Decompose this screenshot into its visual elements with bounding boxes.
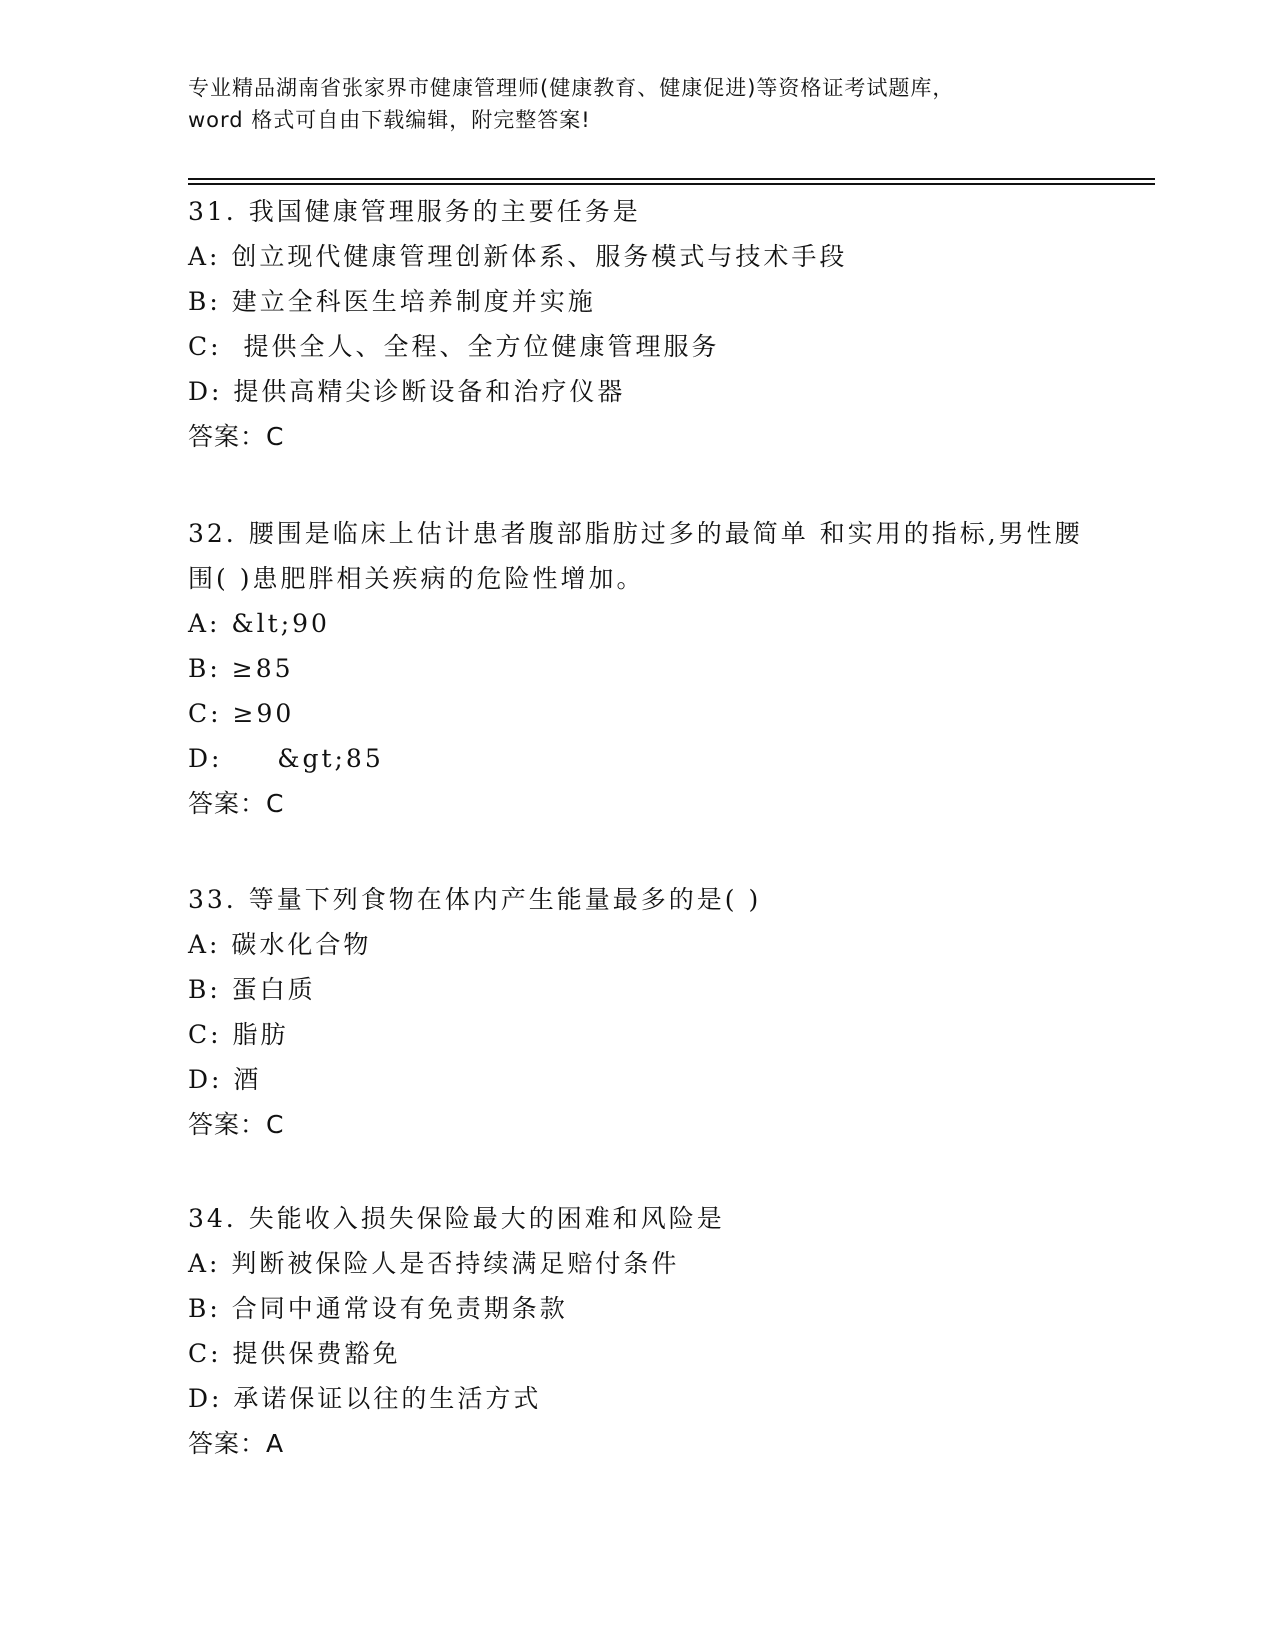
option-c: C: ≥90 <box>188 699 295 728</box>
option-d: D: 承诺保证以往的生活方式 <box>188 1384 542 1413</box>
question-number: 34. <box>188 1204 237 1233</box>
option-a: A: 创立现代健康管理创新体系、服务模式与技术手段 <box>188 242 848 271</box>
option-b: B: ≥85 <box>188 654 294 683</box>
header-divider-top <box>188 178 1155 180</box>
question-32 <box>188 511 1088 826</box>
answer: 答案：C <box>188 422 285 451</box>
question-text: 我国健康管理服务的主要任务是 <box>248 197 641 226</box>
question-34 <box>188 1196 1088 1466</box>
option-a: A: &lt;90 <box>188 609 330 638</box>
question-stem <box>188 877 1088 922</box>
header-line-2: word 格式可自由下载编辑，附完整答案! <box>188 108 591 132</box>
question-number: 31. <box>188 197 237 226</box>
option-c: C: 提供保费豁免 <box>188 1339 401 1368</box>
question-number: 33. <box>188 885 237 914</box>
option-d: D: 酒 <box>188 1065 262 1094</box>
question-text: 腰围是临床上估计患者腹部脂肪过多的最简单 和实用的指标,男性腰围( )患肥胖相关疾病的危险性增加。 <box>188 519 1083 593</box>
option-a: A: 碳水化合物 <box>188 930 372 959</box>
option-b: B: 建立全科医生培养制度并实施 <box>188 287 596 316</box>
question-31 <box>188 189 1088 459</box>
question-33 <box>188 877 1088 1147</box>
question-text: 失能收入损失保险最大的困难和风险是 <box>248 1204 725 1233</box>
question-text: 等量下列食物在体内产生能量最多的是( ) <box>248 885 762 914</box>
answer: 答案：C <box>188 789 285 818</box>
header-line-1: 专业精品湖南省张家界市健康管理师(健康教育、健康促进)等资格证考试题库， <box>188 76 955 100</box>
option-c: C: 脂肪 <box>188 1020 289 1049</box>
option-d: D: 提供高精尖诊断设备和治疗仪器 <box>188 377 626 406</box>
question-stem <box>188 1196 1088 1241</box>
header-divider-bottom <box>188 183 1155 185</box>
document-header <box>188 72 1078 136</box>
option-a: A: 判断被保险人是否持续满足赔付条件 <box>188 1249 680 1278</box>
option-b: B: 合同中通常设有免责期条款 <box>188 1294 568 1323</box>
question-stem <box>188 189 1088 234</box>
option-c: C: 提供全人、全程、全方位健康管理服务 <box>188 332 720 361</box>
question-number: 32. <box>188 519 237 548</box>
option-d: D: &gt;85 <box>188 744 384 773</box>
answer: 答案：C <box>188 1110 285 1139</box>
option-b: B: 蛋白质 <box>188 975 316 1004</box>
question-stem <box>188 511 1088 601</box>
answer: 答案：A <box>188 1429 285 1458</box>
